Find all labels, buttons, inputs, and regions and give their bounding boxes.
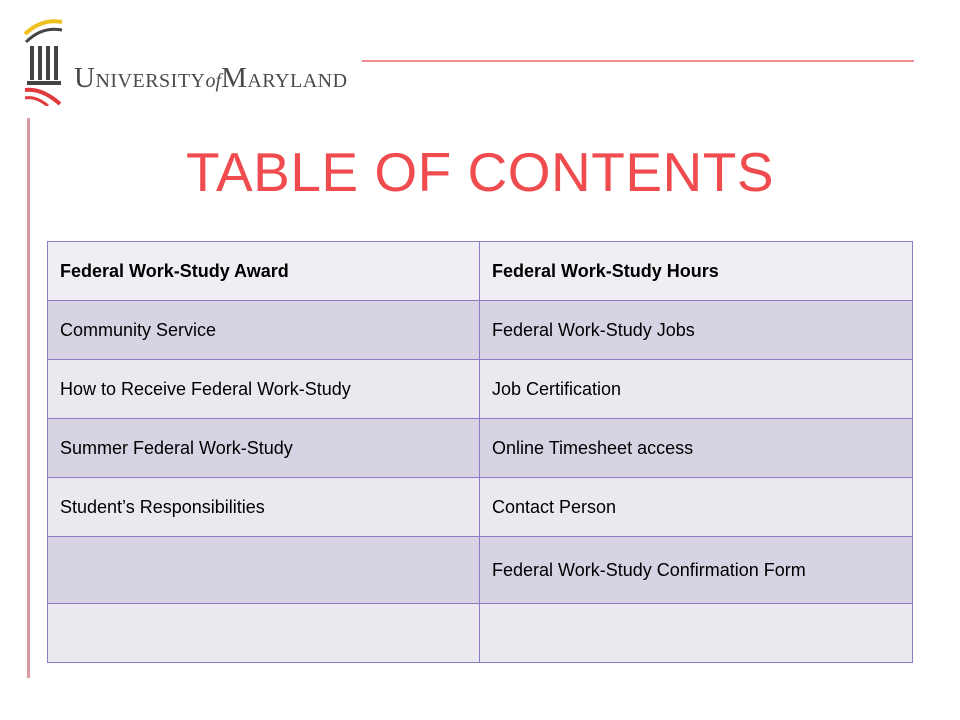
toc-cell: Contact Person: [480, 478, 913, 537]
table-row: [48, 604, 913, 663]
column-seal-icon: [22, 14, 68, 106]
page-title: TABLE OF CONTENTS: [185, 141, 775, 203]
wordmark-maryland: Maryland: [221, 62, 348, 94]
toc-cell: [480, 604, 913, 663]
wordmark-of: of: [205, 70, 222, 92]
toc-cell: Federal Work-Study Confirmation Form: [480, 537, 913, 604]
toc-cell: [48, 604, 480, 663]
table-row: [48, 478, 913, 537]
toc-cell: Online Timesheet access: [480, 419, 913, 478]
table-row: [48, 537, 913, 604]
table-row: [48, 301, 913, 360]
table-row: [48, 419, 913, 478]
toc-cell: Student’s Responsibilities: [48, 478, 480, 537]
university-logo: [22, 14, 362, 106]
wordmark-university: University: [74, 62, 206, 94]
toc-cell: Job Certification: [480, 360, 913, 419]
contents-table: [47, 241, 913, 663]
toc-cell: How to Receive Federal Work-Study: [48, 360, 480, 419]
toc-cell: [48, 537, 480, 604]
toc-cell: Federal Work-Study Jobs: [480, 301, 913, 360]
table-row: [48, 242, 913, 301]
toc-cell: Federal Work-Study Award: [48, 242, 480, 301]
toc-cell: Federal Work-Study Hours: [480, 242, 913, 301]
header-divider: [362, 60, 914, 62]
toc-cell: Summer Federal Work-Study: [48, 419, 480, 478]
table-row: [48, 360, 913, 419]
university-wordmark: [74, 62, 348, 95]
toc-cell: Community Service: [48, 301, 480, 360]
